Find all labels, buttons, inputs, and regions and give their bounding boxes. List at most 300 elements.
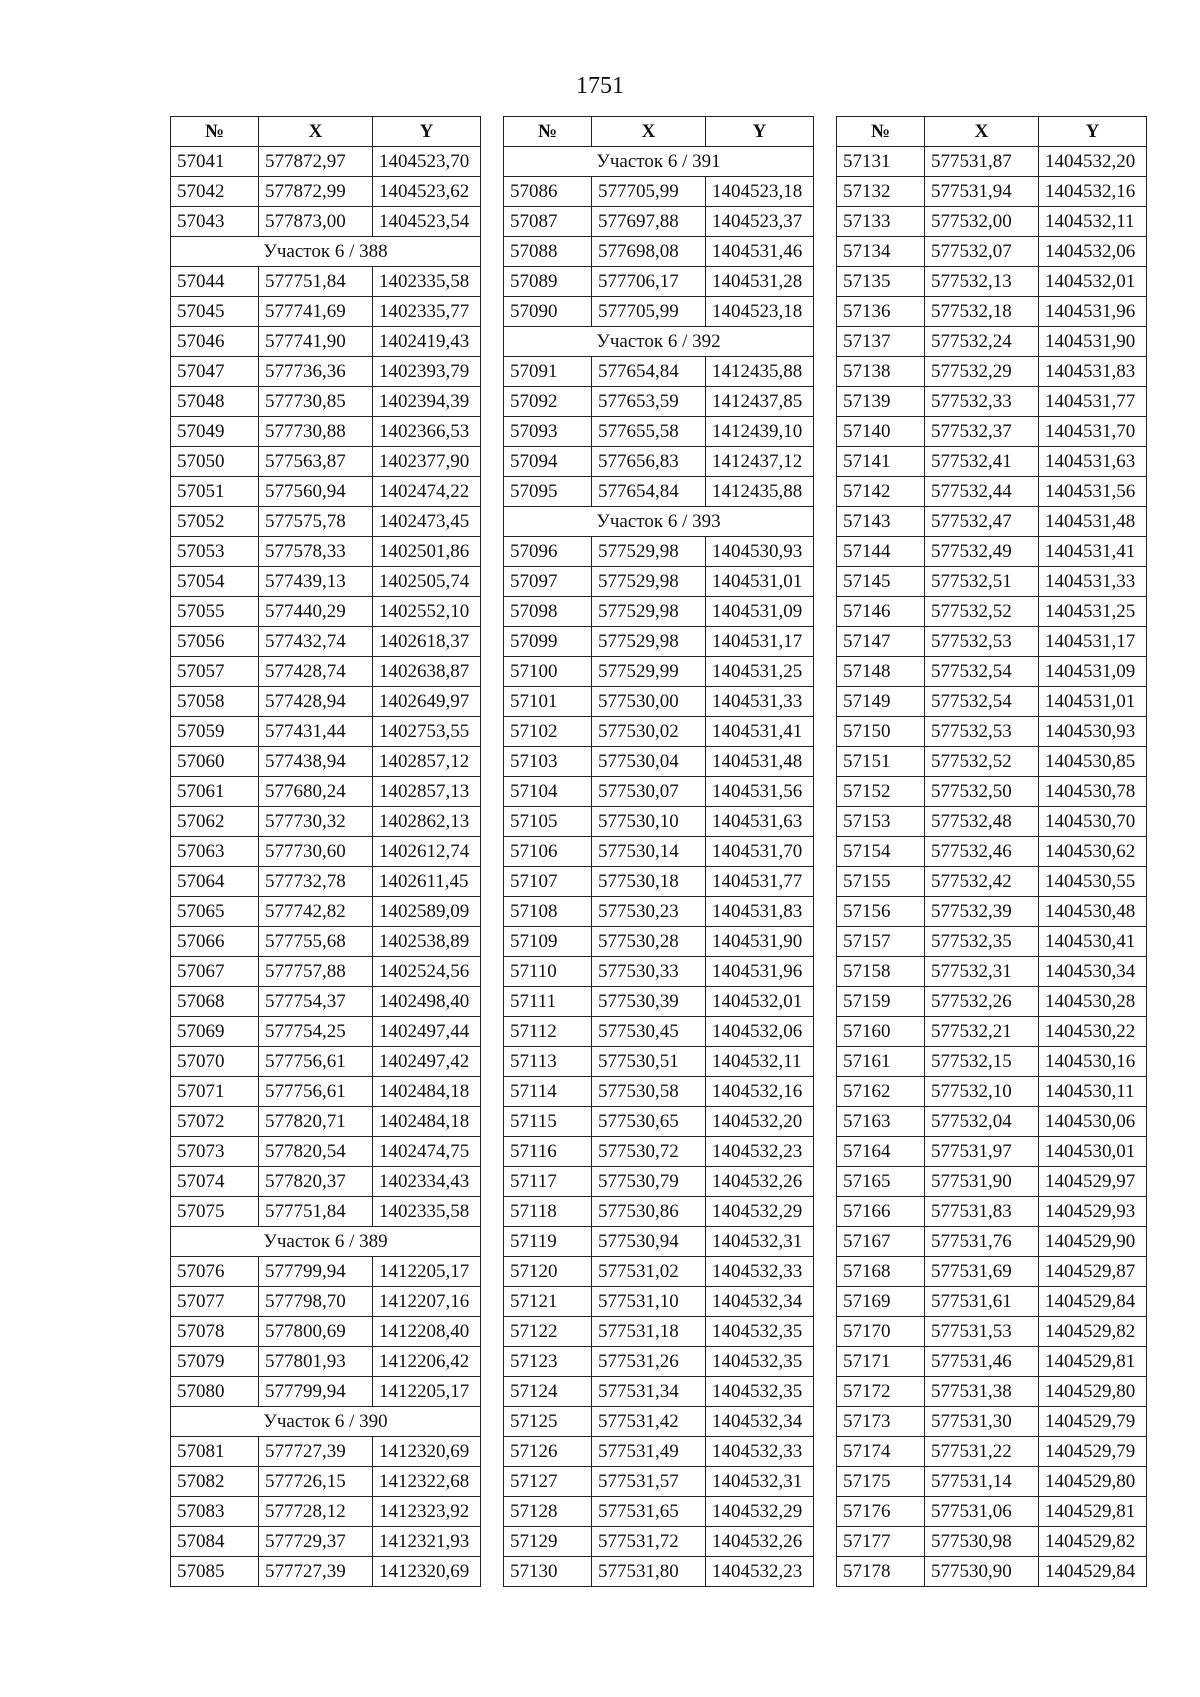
point-number-cell: 57116 (504, 1137, 592, 1167)
table-row (171, 987, 481, 1017)
point-number-cell: 57104 (504, 777, 592, 807)
column-header-x: X (259, 117, 373, 147)
table-row (837, 1227, 1147, 1257)
table-row (504, 1347, 814, 1377)
y-coordinate-cell: 1404532,16 (1039, 177, 1147, 207)
table-row (837, 987, 1147, 1017)
y-coordinate-cell: 1402649,97 (373, 687, 481, 717)
y-coordinate-cell: 1404532,31 (706, 1467, 814, 1497)
table-row (837, 537, 1147, 567)
y-coordinate-cell: 1404530,11 (1039, 1077, 1147, 1107)
y-coordinate-cell: 1404530,16 (1039, 1047, 1147, 1077)
table-row (171, 1317, 481, 1347)
x-coordinate-cell: 577531,30 (925, 1407, 1039, 1437)
coordinate-table-1 (170, 116, 481, 1587)
y-coordinate-cell: 1404529,84 (1039, 1557, 1147, 1587)
table-row (171, 417, 481, 447)
point-number-cell: 57150 (837, 717, 925, 747)
y-coordinate-cell: 1402335,58 (373, 267, 481, 297)
y-coordinate-cell: 1412323,92 (373, 1497, 481, 1527)
x-coordinate-cell: 577531,83 (925, 1197, 1039, 1227)
y-coordinate-cell: 1404532,34 (706, 1407, 814, 1437)
table-row (837, 1257, 1147, 1287)
x-coordinate-cell: 577742,82 (259, 897, 373, 927)
table-row (171, 657, 481, 687)
x-coordinate-cell: 577530,94 (592, 1227, 706, 1257)
y-coordinate-cell: 1402552,10 (373, 597, 481, 627)
y-coordinate-cell: 1404531,33 (706, 687, 814, 717)
x-coordinate-cell: 577799,94 (259, 1377, 373, 1407)
point-number-cell: 57122 (504, 1317, 592, 1347)
point-number-cell: 57173 (837, 1407, 925, 1437)
y-coordinate-cell: 1404529,80 (1039, 1467, 1147, 1497)
y-coordinate-cell: 1404523,54 (373, 207, 481, 237)
x-coordinate-cell: 577529,98 (592, 597, 706, 627)
coordinate-table-3 (836, 116, 1147, 1587)
table-row (837, 1347, 1147, 1377)
x-coordinate-cell: 577532,50 (925, 777, 1039, 807)
column-header-number: № (837, 117, 925, 147)
point-number-cell: 57131 (837, 147, 925, 177)
point-number-cell: 57044 (171, 267, 259, 297)
y-coordinate-cell: 1404531,56 (1039, 477, 1147, 507)
table-row (504, 717, 814, 747)
point-number-cell: 57165 (837, 1167, 925, 1197)
table-row (171, 477, 481, 507)
table-row (837, 1527, 1147, 1557)
y-coordinate-cell: 1404530,85 (1039, 747, 1147, 777)
point-number-cell: 57084 (171, 1527, 259, 1557)
y-coordinate-cell: 1404532,20 (706, 1107, 814, 1137)
x-coordinate-cell: 577532,44 (925, 477, 1039, 507)
y-coordinate-cell: 1412437,12 (706, 447, 814, 477)
x-coordinate-cell: 577532,39 (925, 897, 1039, 927)
y-coordinate-cell: 1404532,11 (706, 1047, 814, 1077)
table-row (504, 1317, 814, 1347)
x-coordinate-cell: 577532,29 (925, 357, 1039, 387)
x-coordinate-cell: 577432,74 (259, 627, 373, 657)
x-coordinate-cell: 577751,84 (259, 1197, 373, 1227)
point-number-cell: 57062 (171, 807, 259, 837)
point-number-cell: 57069 (171, 1017, 259, 1047)
table-row (504, 1257, 814, 1287)
table-row (504, 747, 814, 777)
point-number-cell: 57054 (171, 567, 259, 597)
y-coordinate-cell: 1404529,79 (1039, 1437, 1147, 1467)
table-row (171, 747, 481, 777)
y-coordinate-cell: 1404530,62 (1039, 837, 1147, 867)
y-coordinate-cell: 1412435,88 (706, 477, 814, 507)
x-coordinate-cell: 577428,74 (259, 657, 373, 687)
x-coordinate-cell: 577532,47 (925, 507, 1039, 537)
y-coordinate-cell: 1404531,09 (1039, 657, 1147, 687)
y-coordinate-cell: 1404531,77 (706, 867, 814, 897)
point-number-cell: 57072 (171, 1107, 259, 1137)
x-coordinate-cell: 577531,80 (592, 1557, 706, 1587)
x-coordinate-cell: 577532,24 (925, 327, 1039, 357)
table-row (837, 867, 1147, 897)
x-coordinate-cell: 577798,70 (259, 1287, 373, 1317)
table-row (171, 897, 481, 927)
y-coordinate-cell: 1402638,87 (373, 657, 481, 687)
point-number-cell: 57145 (837, 567, 925, 597)
x-coordinate-cell: 577730,85 (259, 387, 373, 417)
x-coordinate-cell: 577531,06 (925, 1497, 1039, 1527)
x-coordinate-cell: 577530,39 (592, 987, 706, 1017)
y-coordinate-cell: 1402393,79 (373, 357, 481, 387)
point-number-cell: 57065 (171, 897, 259, 927)
table-row (837, 597, 1147, 627)
point-number-cell: 57167 (837, 1227, 925, 1257)
table-row (171, 297, 481, 327)
point-number-cell: 57127 (504, 1467, 592, 1497)
coordinate-table-2 (503, 116, 814, 1587)
x-coordinate-cell: 577532,54 (925, 687, 1039, 717)
x-coordinate-cell: 577680,24 (259, 777, 373, 807)
x-coordinate-cell: 577529,98 (592, 627, 706, 657)
x-coordinate-cell: 577872,99 (259, 177, 373, 207)
table-row (504, 657, 814, 687)
point-number-cell: 57082 (171, 1467, 259, 1497)
x-coordinate-cell: 577801,93 (259, 1347, 373, 1377)
x-coordinate-cell: 577732,78 (259, 867, 373, 897)
table-row (837, 687, 1147, 717)
table-row (504, 357, 814, 387)
point-number-cell: 57177 (837, 1527, 925, 1557)
section-row (171, 1227, 481, 1257)
y-coordinate-cell: 1404532,31 (706, 1227, 814, 1257)
point-number-cell: 57080 (171, 1377, 259, 1407)
point-number-cell: 57140 (837, 417, 925, 447)
point-number-cell: 57164 (837, 1137, 925, 1167)
point-number-cell: 57123 (504, 1347, 592, 1377)
point-number-cell: 57169 (837, 1287, 925, 1317)
point-number-cell: 57154 (837, 837, 925, 867)
x-coordinate-cell: 577531,53 (925, 1317, 1039, 1347)
table-row (504, 897, 814, 927)
table-row (171, 597, 481, 627)
table-row (171, 1437, 481, 1467)
x-coordinate-cell: 577532,52 (925, 747, 1039, 777)
x-coordinate-cell: 577530,98 (925, 1527, 1039, 1557)
x-coordinate-cell: 577531,42 (592, 1407, 706, 1437)
x-coordinate-cell: 577532,54 (925, 657, 1039, 687)
point-number-cell: 57045 (171, 297, 259, 327)
x-coordinate-cell: 577872,97 (259, 147, 373, 177)
y-coordinate-cell: 1402366,53 (373, 417, 481, 447)
point-number-cell: 57057 (171, 657, 259, 687)
point-number-cell: 57111 (504, 987, 592, 1017)
point-number-cell: 57075 (171, 1197, 259, 1227)
point-number-cell: 57118 (504, 1197, 592, 1227)
x-coordinate-cell: 577532,42 (925, 867, 1039, 897)
y-coordinate-cell: 1402474,75 (373, 1137, 481, 1167)
x-coordinate-cell: 577530,90 (925, 1557, 1039, 1587)
table-row (504, 567, 814, 597)
y-coordinate-cell: 1404531,83 (706, 897, 814, 927)
column-header-y: Y (706, 117, 814, 147)
point-number-cell: 57110 (504, 957, 592, 987)
table-row (837, 387, 1147, 417)
table-row (171, 1287, 481, 1317)
y-coordinate-cell: 1412435,88 (706, 357, 814, 387)
table-row (837, 177, 1147, 207)
x-coordinate-cell: 577532,15 (925, 1047, 1039, 1077)
y-coordinate-cell: 1404529,81 (1039, 1347, 1147, 1377)
section-title: Участок 6 / 392 (504, 327, 814, 357)
y-coordinate-cell: 1402474,22 (373, 477, 481, 507)
x-coordinate-cell: 577820,37 (259, 1167, 373, 1197)
table-row (171, 1197, 481, 1227)
table-row (171, 1527, 481, 1557)
x-coordinate-cell: 577530,28 (592, 927, 706, 957)
y-coordinate-cell: 1402753,55 (373, 717, 481, 747)
x-coordinate-cell: 577532,51 (925, 567, 1039, 597)
point-number-cell: 57081 (171, 1437, 259, 1467)
point-number-cell: 57133 (837, 207, 925, 237)
x-coordinate-cell: 577529,99 (592, 657, 706, 687)
point-number-cell: 57121 (504, 1287, 592, 1317)
column-header-number: № (171, 117, 259, 147)
table-row (837, 627, 1147, 657)
y-coordinate-cell: 1404532,26 (706, 1167, 814, 1197)
table-row (837, 807, 1147, 837)
table-row (504, 417, 814, 447)
table-row (504, 1077, 814, 1107)
x-coordinate-cell: 577726,15 (259, 1467, 373, 1497)
y-coordinate-cell: 1404531,70 (1039, 417, 1147, 447)
x-coordinate-cell: 577706,17 (592, 267, 706, 297)
table-row (504, 807, 814, 837)
point-number-cell: 57064 (171, 867, 259, 897)
x-coordinate-cell: 577756,61 (259, 1047, 373, 1077)
table-row (504, 1197, 814, 1227)
table-row (504, 687, 814, 717)
point-number-cell: 57093 (504, 417, 592, 447)
table-row (837, 1497, 1147, 1527)
point-number-cell: 57070 (171, 1047, 259, 1077)
x-coordinate-cell: 577531,02 (592, 1257, 706, 1287)
x-coordinate-cell: 577531,22 (925, 1437, 1039, 1467)
y-coordinate-cell: 1404529,97 (1039, 1167, 1147, 1197)
table-row (171, 1257, 481, 1287)
y-coordinate-cell: 1412321,93 (373, 1527, 481, 1557)
point-number-cell: 57049 (171, 417, 259, 447)
table-row (504, 267, 814, 297)
x-coordinate-cell: 577531,14 (925, 1467, 1039, 1497)
x-coordinate-cell: 577530,07 (592, 777, 706, 807)
x-coordinate-cell: 577530,86 (592, 1197, 706, 1227)
table-row (171, 567, 481, 597)
point-number-cell: 57162 (837, 1077, 925, 1107)
table-row (171, 1167, 481, 1197)
table-row (504, 837, 814, 867)
table-row (504, 297, 814, 327)
x-coordinate-cell: 577697,88 (592, 207, 706, 237)
table-row (837, 1437, 1147, 1467)
x-coordinate-cell: 577530,33 (592, 957, 706, 987)
point-number-cell: 57088 (504, 237, 592, 267)
point-number-cell: 57119 (504, 1227, 592, 1257)
y-coordinate-cell: 1404532,35 (706, 1347, 814, 1377)
table-row (171, 927, 481, 957)
x-coordinate-cell: 577705,99 (592, 177, 706, 207)
section-title: Участок 6 / 389 (171, 1227, 481, 1257)
y-coordinate-cell: 1402862,13 (373, 807, 481, 837)
point-number-cell: 57089 (504, 267, 592, 297)
point-number-cell: 57092 (504, 387, 592, 417)
column-header-y: Y (373, 117, 481, 147)
y-coordinate-cell: 1402857,12 (373, 747, 481, 777)
x-coordinate-cell: 577653,59 (592, 387, 706, 417)
y-coordinate-cell: 1404531,09 (706, 597, 814, 627)
point-number-cell: 57090 (504, 297, 592, 327)
point-number-cell: 57166 (837, 1197, 925, 1227)
x-coordinate-cell: 577531,38 (925, 1377, 1039, 1407)
point-number-cell: 57073 (171, 1137, 259, 1167)
y-coordinate-cell: 1404523,62 (373, 177, 481, 207)
y-coordinate-cell: 1404531,17 (706, 627, 814, 657)
section-row (171, 1407, 481, 1437)
table-row (171, 1347, 481, 1377)
y-coordinate-cell: 1404532,23 (706, 1137, 814, 1167)
point-number-cell: 57056 (171, 627, 259, 657)
x-coordinate-cell: 577729,37 (259, 1527, 373, 1557)
point-number-cell: 57175 (837, 1467, 925, 1497)
x-coordinate-cell: 577532,31 (925, 957, 1039, 987)
x-coordinate-cell: 577530,04 (592, 747, 706, 777)
y-coordinate-cell: 1404531,83 (1039, 357, 1147, 387)
y-coordinate-cell: 1412320,69 (373, 1437, 481, 1467)
y-coordinate-cell: 1402505,74 (373, 567, 481, 597)
point-number-cell: 57066 (171, 927, 259, 957)
table-row (504, 1227, 814, 1257)
table-row (504, 927, 814, 957)
x-coordinate-cell: 577532,52 (925, 597, 1039, 627)
x-coordinate-cell: 577820,54 (259, 1137, 373, 1167)
x-coordinate-cell: 577532,46 (925, 837, 1039, 867)
table-row (837, 357, 1147, 387)
point-number-cell: 57161 (837, 1047, 925, 1077)
x-coordinate-cell: 577531,10 (592, 1287, 706, 1317)
point-number-cell: 57094 (504, 447, 592, 477)
x-coordinate-cell: 577736,36 (259, 357, 373, 387)
x-coordinate-cell: 577532,48 (925, 807, 1039, 837)
y-coordinate-cell: 1404530,41 (1039, 927, 1147, 957)
column-header-y: Y (1039, 117, 1147, 147)
table-row (171, 627, 481, 657)
y-coordinate-cell: 1404531,63 (1039, 447, 1147, 477)
y-coordinate-cell: 1412207,16 (373, 1287, 481, 1317)
y-coordinate-cell: 1404531,48 (706, 747, 814, 777)
table-row (837, 717, 1147, 747)
point-number-cell: 57103 (504, 747, 592, 777)
point-number-cell: 57100 (504, 657, 592, 687)
section-title: Участок 6 / 390 (171, 1407, 481, 1437)
table-row (171, 267, 481, 297)
y-coordinate-cell: 1404523,37 (706, 207, 814, 237)
x-coordinate-cell: 577727,39 (259, 1437, 373, 1467)
table-row (837, 1077, 1147, 1107)
y-coordinate-cell: 1404531,96 (1039, 297, 1147, 327)
point-number-cell: 57041 (171, 147, 259, 177)
point-number-cell: 57043 (171, 207, 259, 237)
point-number-cell: 57139 (837, 387, 925, 417)
section-title: Участок 6 / 388 (171, 237, 481, 267)
point-number-cell: 57086 (504, 177, 592, 207)
x-coordinate-cell: 577560,94 (259, 477, 373, 507)
x-coordinate-cell: 577756,61 (259, 1077, 373, 1107)
y-coordinate-cell: 1412439,10 (706, 417, 814, 447)
y-coordinate-cell: 1404529,87 (1039, 1257, 1147, 1287)
x-coordinate-cell: 577532,26 (925, 987, 1039, 1017)
y-coordinate-cell: 1404532,29 (706, 1497, 814, 1527)
y-coordinate-cell: 1404532,06 (1039, 237, 1147, 267)
table-row (504, 957, 814, 987)
x-coordinate-cell: 577532,49 (925, 537, 1039, 567)
x-coordinate-cell: 577575,78 (259, 507, 373, 537)
point-number-cell: 57042 (171, 177, 259, 207)
table-row (504, 627, 814, 657)
point-number-cell: 57148 (837, 657, 925, 687)
y-coordinate-cell: 1404532,34 (706, 1287, 814, 1317)
y-coordinate-cell: 1404530,78 (1039, 777, 1147, 807)
point-number-cell: 57048 (171, 387, 259, 417)
table-row (837, 477, 1147, 507)
table-row (837, 747, 1147, 777)
y-coordinate-cell: 1404530,34 (1039, 957, 1147, 987)
table-row (171, 537, 481, 567)
point-number-cell: 57107 (504, 867, 592, 897)
x-coordinate-cell: 577532,10 (925, 1077, 1039, 1107)
y-coordinate-cell: 1402497,42 (373, 1047, 481, 1077)
point-number-cell: 57102 (504, 717, 592, 747)
table-row (504, 387, 814, 417)
y-coordinate-cell: 1402857,13 (373, 777, 481, 807)
point-number-cell: 57053 (171, 537, 259, 567)
point-number-cell: 57095 (504, 477, 592, 507)
x-coordinate-cell: 577532,37 (925, 417, 1039, 447)
x-coordinate-cell: 577563,87 (259, 447, 373, 477)
x-coordinate-cell: 577532,21 (925, 1017, 1039, 1047)
column-header-number: № (504, 117, 592, 147)
y-coordinate-cell: 1404531,01 (706, 567, 814, 597)
y-coordinate-cell: 1402473,45 (373, 507, 481, 537)
point-number-cell: 57071 (171, 1077, 259, 1107)
x-coordinate-cell: 577698,08 (592, 237, 706, 267)
table-row (837, 507, 1147, 537)
y-coordinate-cell: 1404530,28 (1039, 987, 1147, 1017)
y-coordinate-cell: 1404531,01 (1039, 687, 1147, 717)
point-number-cell: 57142 (837, 477, 925, 507)
x-coordinate-cell: 577531,46 (925, 1347, 1039, 1377)
y-coordinate-cell: 1412206,42 (373, 1347, 481, 1377)
y-coordinate-cell: 1402538,89 (373, 927, 481, 957)
y-coordinate-cell: 1412437,85 (706, 387, 814, 417)
table-row (171, 1377, 481, 1407)
column-header-x: X (592, 117, 706, 147)
point-number-cell: 57151 (837, 747, 925, 777)
x-coordinate-cell: 577530,45 (592, 1017, 706, 1047)
y-coordinate-cell: 1404530,06 (1039, 1107, 1147, 1137)
y-coordinate-cell: 1404532,23 (706, 1557, 814, 1587)
y-coordinate-cell: 1402524,56 (373, 957, 481, 987)
x-coordinate-cell: 577531,69 (925, 1257, 1039, 1287)
table-row (171, 1557, 481, 1587)
y-coordinate-cell: 1404531,90 (1039, 327, 1147, 357)
y-coordinate-cell: 1404529,84 (1039, 1287, 1147, 1317)
x-coordinate-cell: 577531,57 (592, 1467, 706, 1497)
